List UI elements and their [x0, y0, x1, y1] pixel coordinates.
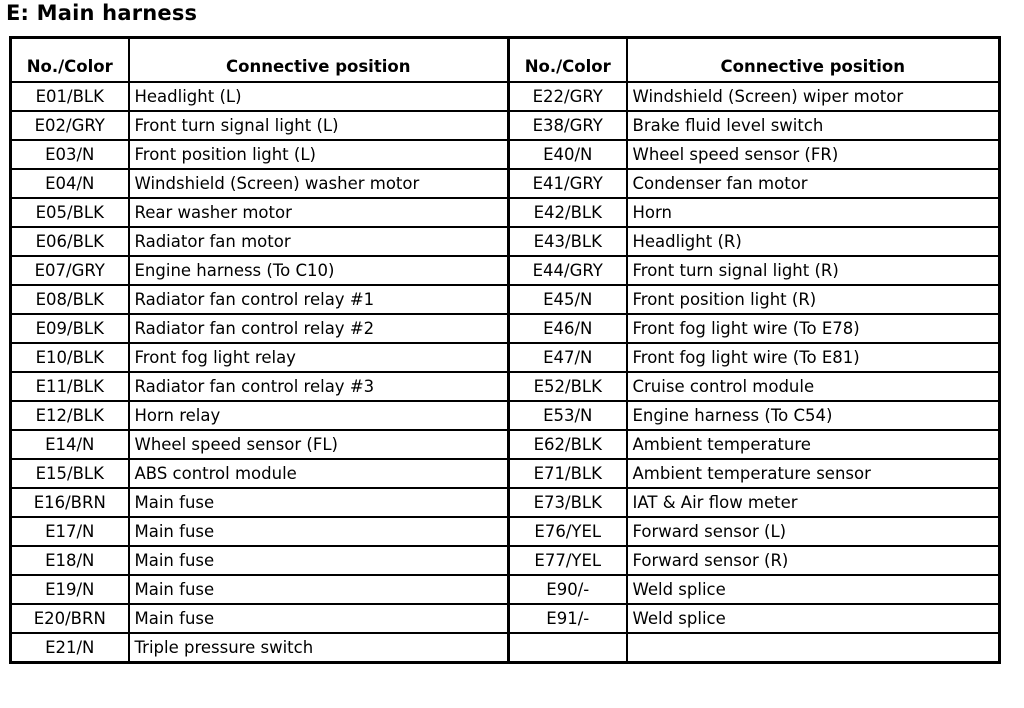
connector-number-cell: E10/BLK: [11, 343, 129, 372]
header-no-color-left: No./Color: [11, 38, 129, 82]
table-row: [11, 111, 1000, 140]
connector-number-cell: E12/BLK: [11, 401, 129, 430]
connector-number-cell: E05/BLK: [11, 198, 129, 227]
connector-number-cell: E14/N: [11, 430, 129, 459]
table-row: [11, 140, 1000, 169]
connective-position-cell: Ambient temperature: [627, 430, 1000, 459]
connective-position-cell: [627, 633, 1000, 663]
connector-number-cell: E17/N: [11, 517, 129, 546]
connector-number-cell: E09/BLK: [11, 314, 129, 343]
table-row: [11, 401, 1000, 430]
connector-number-cell: E22/GRY: [509, 82, 627, 111]
connective-position-cell: Horn: [627, 198, 1000, 227]
connective-position-cell: Headlight (R): [627, 227, 1000, 256]
connector-number-cell: E52/BLK: [509, 372, 627, 401]
connector-number-cell: E77/YEL: [509, 546, 627, 575]
connective-position-cell: Main fuse: [129, 575, 509, 604]
connector-number-cell: E62/BLK: [509, 430, 627, 459]
connector-number-cell: E18/N: [11, 546, 129, 575]
connective-position-cell: Radiator fan motor: [129, 227, 509, 256]
connector-number-cell: E71/BLK: [509, 459, 627, 488]
connective-position-cell: Windshield (Screen) washer motor: [129, 169, 509, 198]
connector-number-cell: E45/N: [509, 285, 627, 314]
connective-position-cell: Front turn signal light (L): [129, 111, 509, 140]
header-connective-position-right: Connective position: [627, 38, 1000, 82]
connective-position-cell: Main fuse: [129, 517, 509, 546]
connective-position-cell: Radiator fan control relay #3: [129, 372, 509, 401]
table-row: [11, 256, 1000, 285]
connector-number-cell: E38/GRY: [509, 111, 627, 140]
table-row: [11, 488, 1000, 517]
connector-number-cell: E90/-: [509, 575, 627, 604]
connector-number-cell: E53/N: [509, 401, 627, 430]
connective-position-cell: Main fuse: [129, 604, 509, 633]
connective-position-cell: Forward sensor (R): [627, 546, 1000, 575]
connector-number-cell: E42/BLK: [509, 198, 627, 227]
connector-number-cell: E02/GRY: [11, 111, 129, 140]
table-row: [11, 314, 1000, 343]
connective-position-cell: Condenser fan motor: [627, 169, 1000, 198]
connector-number-cell: E91/-: [509, 604, 627, 633]
header-no-color-right: No./Color: [509, 38, 627, 82]
connector-number-cell: E16/BRN: [11, 488, 129, 517]
connective-position-cell: Radiator fan control relay #2: [129, 314, 509, 343]
table-row: [11, 227, 1000, 256]
connective-position-cell: Wheel speed sensor (FL): [129, 430, 509, 459]
connective-position-cell: Front position light (R): [627, 285, 1000, 314]
table-row: [11, 604, 1000, 633]
connector-number-cell: E03/N: [11, 140, 129, 169]
header-row: [11, 38, 1000, 82]
connector-number-cell: E73/BLK: [509, 488, 627, 517]
connective-position-cell: Forward sensor (L): [627, 517, 1000, 546]
connector-number-cell: E43/BLK: [509, 227, 627, 256]
table-row: [11, 285, 1000, 314]
connective-position-cell: Brake fluid level switch: [627, 111, 1000, 140]
connective-position-cell: Ambient temperature sensor: [627, 459, 1000, 488]
connective-position-cell: Cruise control module: [627, 372, 1000, 401]
connective-position-cell: IAT & Air flow meter: [627, 488, 1000, 517]
connective-position-cell: Front position light (L): [129, 140, 509, 169]
harness-table: [9, 36, 1001, 664]
table-row: [11, 575, 1000, 604]
connective-position-cell: Windshield (Screen) wiper motor: [627, 82, 1000, 111]
connective-position-cell: Triple pressure switch: [129, 633, 509, 663]
table-row: [11, 372, 1000, 401]
header-connective-position-left: Connective position: [129, 38, 509, 82]
connector-number-cell: E40/N: [509, 140, 627, 169]
connector-number-cell: E44/GRY: [509, 256, 627, 285]
connective-position-cell: Front fog light relay: [129, 343, 509, 372]
connective-position-cell: Engine harness (To C10): [129, 256, 509, 285]
table-row: [11, 82, 1000, 111]
connector-number-cell: E47/N: [509, 343, 627, 372]
connective-position-cell: Engine harness (To C54): [627, 401, 1000, 430]
table-row: [11, 169, 1000, 198]
connector-number-cell: E19/N: [11, 575, 129, 604]
connective-position-cell: Front turn signal light (R): [627, 256, 1000, 285]
connective-position-cell: Main fuse: [129, 546, 509, 575]
table-row: [11, 459, 1000, 488]
page-title: E: Main harness: [6, 1, 198, 25]
connector-number-cell: E21/N: [11, 633, 129, 663]
connective-position-cell: Wheel speed sensor (FR): [627, 140, 1000, 169]
table-row: [11, 198, 1000, 227]
connective-position-cell: Headlight (L): [129, 82, 509, 111]
connective-position-cell: Weld splice: [627, 575, 1000, 604]
connector-number-cell: E11/BLK: [11, 372, 129, 401]
connective-position-cell: ABS control module: [129, 459, 509, 488]
connector-number-cell: E08/BLK: [11, 285, 129, 314]
connector-number-cell: E15/BLK: [11, 459, 129, 488]
connective-position-cell: Rear washer motor: [129, 198, 509, 227]
table-row: [11, 343, 1000, 372]
connector-number-cell: E41/GRY: [509, 169, 627, 198]
connective-position-cell: Horn relay: [129, 401, 509, 430]
connector-number-cell: E46/N: [509, 314, 627, 343]
connector-number-cell: E01/BLK: [11, 82, 129, 111]
connector-number-cell: [509, 633, 627, 663]
table-row: [11, 430, 1000, 459]
connector-number-cell: E06/BLK: [11, 227, 129, 256]
table-row: [11, 546, 1000, 575]
connective-position-cell: Front fog light wire (To E78): [627, 314, 1000, 343]
connector-number-cell: E04/N: [11, 169, 129, 198]
connector-number-cell: E20/BRN: [11, 604, 129, 633]
table-body: [11, 82, 1000, 663]
table-row: [11, 633, 1000, 663]
connective-position-cell: Main fuse: [129, 488, 509, 517]
table-row: [11, 517, 1000, 546]
connective-position-cell: Front fog light wire (To E81): [627, 343, 1000, 372]
connector-number-cell: E76/YEL: [509, 517, 627, 546]
connective-position-cell: Weld splice: [627, 604, 1000, 633]
connective-position-cell: Radiator fan control relay #1: [129, 285, 509, 314]
connector-number-cell: E07/GRY: [11, 256, 129, 285]
